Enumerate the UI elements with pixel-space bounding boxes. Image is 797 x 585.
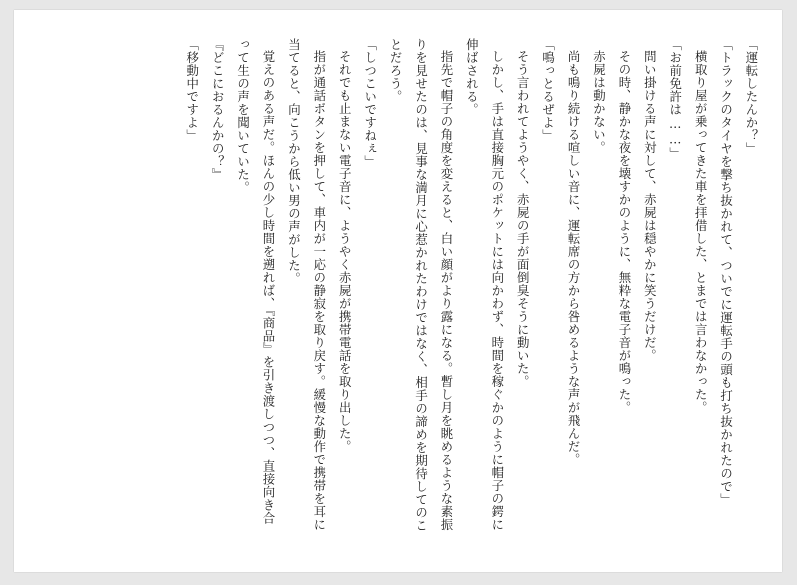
paragraph: 覚えのある声だ。ほんの少し時間を遡れば、『商品』を引き渡しつつ、直接向き合って生の声を聞いていた。 — [235, 38, 276, 526]
paragraph: しかし、手は直接胸元のポケットには向かわず、時間を稼ぐかのように帽子の鍔に伸ばされる。 — [464, 38, 505, 532]
paragraph: それでも止まない電子音に、ようやく赤屍が携帯電話を取り出した。 — [337, 50, 353, 454]
paragraph: 「お前免許は……」 — [667, 38, 683, 161]
paragraph: 「しつこいですねぇ」 — [362, 38, 378, 168]
paragraph: 横取り屋が乗ってきた車を拝借した、とまでは言わなかった。 — [693, 50, 709, 415]
paragraph: 問い掛ける声に対して、赤屍は穏やかに笑うだけだ。 — [642, 50, 658, 363]
paragraph: 「運転したんか？」 — [744, 38, 759, 155]
paragraph: 指先で帽子の角度を変えると、白い顔がより露になる。暫し月を眺めるような素振りを見せたのは、見事な満月に心惹かれたわけではなく、相手の諦めを期待してのことだろう。 — [388, 38, 454, 532]
paragraph: 「トラックのタイヤを撃ち抜かれて、ついでに運転手の頭も打ち抜かれたので」 — [718, 38, 734, 506]
paragraph: 『どこにおるんかの？』 — [210, 38, 226, 181]
paragraph: その時、静かな夜を壊すかのように、無粋な電子音が鳴った。 — [616, 50, 632, 415]
vertical-text-body — [34, 38, 764, 532]
document-page — [14, 10, 782, 572]
paragraph: 「鳴っとるぜよ」 — [540, 38, 556, 142]
paragraph: 尚も鳴り続ける喧しい音に、運転席の方から咎めるような声が飛んだ。 — [566, 50, 582, 467]
paragraph: 「移動中ですよ」 — [184, 38, 200, 142]
paragraph: そう言われてようやく、赤屍の手が面倒臭そうに動いた。 — [515, 50, 531, 389]
paragraph: 赤屍は動かない。 — [591, 50, 607, 155]
paragraph: 指が通話ボタンを押して、車内が一応の静寂を取り戻す。緩慢な動作で携帯を耳に当てると、向こうから低い男の声がした。 — [286, 38, 327, 532]
